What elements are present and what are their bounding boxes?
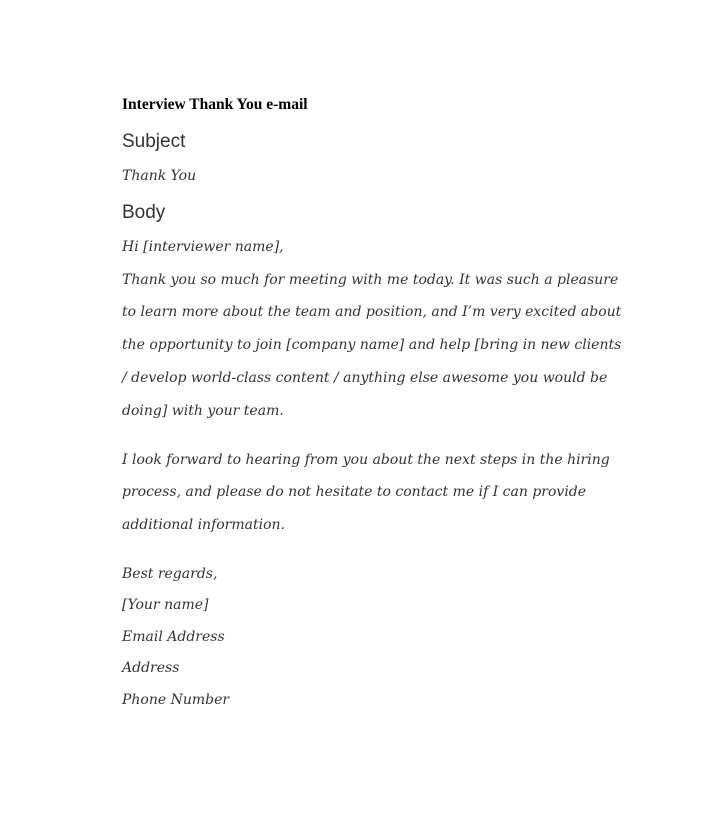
closing-line: Best regards, — [122, 566, 218, 582]
paragraph1-line: to learn more about the team and position, and I’m very excited about — [122, 304, 622, 320]
paragraph2-line: I look forward to hearing from you about the next steps in the hiring — [122, 452, 610, 468]
body-heading: Body — [122, 202, 166, 223]
paragraph1-line: Thank you so much for meeting with me today. It was such a pleasure — [122, 272, 619, 288]
subject-heading: Subject — [122, 131, 186, 152]
signature-email: Email Address — [122, 629, 225, 645]
paragraph2-line: additional information. — [122, 517, 285, 533]
paragraph1-line: doing] with your team. — [122, 403, 284, 419]
signature-address: Address — [122, 660, 180, 676]
greeting-line: Hi [interviewer name], — [122, 239, 284, 255]
signature-phone: Phone Number — [122, 692, 230, 708]
paragraph1-line: the opportunity to join [company name] and help [bring in new clients — [122, 337, 622, 353]
paragraph1-line: / develop world-class content / anything else awesome you would be — [122, 370, 608, 386]
subject-text: Thank You — [122, 168, 197, 184]
paragraph2-line: process, and please do not hesitate to contact me if I can provide — [122, 484, 587, 500]
document-title: Interview Thank You e-mail — [122, 96, 308, 113]
signature-name: [Your name] — [122, 597, 209, 613]
